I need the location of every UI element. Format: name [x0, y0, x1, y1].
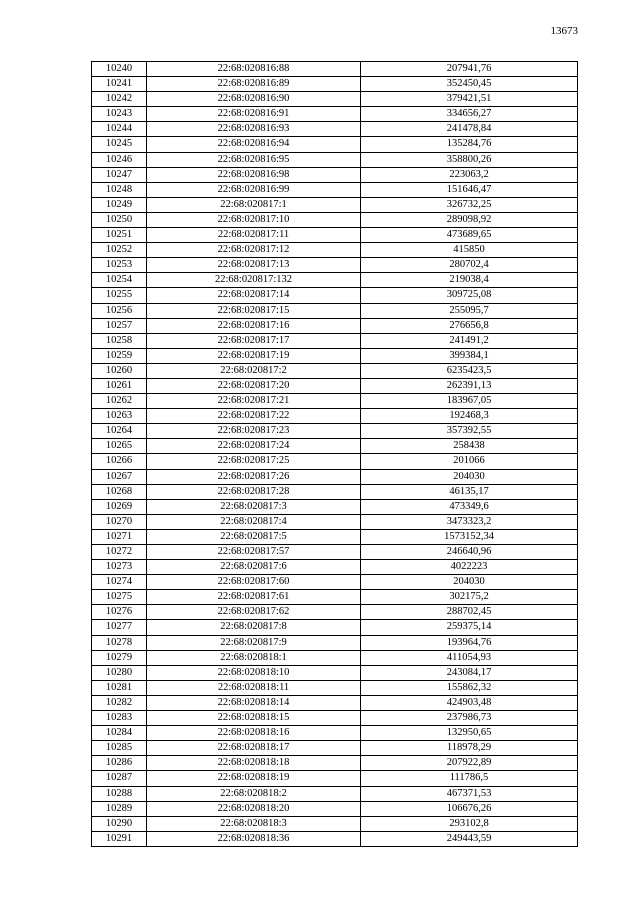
value-cell: 237986,73: [361, 711, 578, 726]
row-number-cell: 10248: [92, 182, 147, 197]
value-cell: 1573152,34: [361, 529, 578, 544]
value-cell: 193964,76: [361, 635, 578, 650]
table-row: [92, 122, 578, 137]
row-number-cell: 10282: [92, 695, 147, 710]
table-row: [92, 439, 578, 454]
cadastral-number-cell: 22:68:020817:60: [147, 575, 361, 590]
table-row: [92, 273, 578, 288]
table-row: [92, 92, 578, 107]
row-number-cell: 10284: [92, 726, 147, 741]
table-row: [92, 680, 578, 695]
page-number: 13673: [550, 25, 578, 37]
row-number-cell: 10285: [92, 741, 147, 756]
value-cell: 415850: [361, 243, 578, 258]
value-cell: 155862,32: [361, 680, 578, 695]
row-number-cell: 10251: [92, 228, 147, 243]
value-cell: 258438: [361, 439, 578, 454]
cadastral-number-cell: 22:68:020817:6: [147, 560, 361, 575]
row-number-cell: 10255: [92, 288, 147, 303]
value-cell: 262391,13: [361, 378, 578, 393]
cadastral-number-cell: 22:68:020818:20: [147, 801, 361, 816]
row-number-cell: 10274: [92, 575, 147, 590]
cadastral-number-cell: 22:68:020817:61: [147, 590, 361, 605]
cadastral-number-cell: 22:68:020818:16: [147, 726, 361, 741]
row-number-cell: 10269: [92, 499, 147, 514]
value-cell: 255095,7: [361, 303, 578, 318]
table-row: [92, 454, 578, 469]
row-number-cell: 10243: [92, 107, 147, 122]
row-number-cell: 10244: [92, 122, 147, 137]
cadastral-number-cell: 22:68:020818:1: [147, 650, 361, 665]
table-row: [92, 726, 578, 741]
cadastral-number-cell: 22:68:020816:98: [147, 167, 361, 182]
value-cell: 309725,08: [361, 288, 578, 303]
cadastral-number-cell: 22:68:020817:15: [147, 303, 361, 318]
table-row: [92, 212, 578, 227]
row-number-cell: 10264: [92, 424, 147, 439]
row-number-cell: 10246: [92, 152, 147, 167]
table-row: [92, 288, 578, 303]
cadastral-number-cell: 22:68:020817:21: [147, 394, 361, 409]
cadastral-number-cell: 22:68:020816:94: [147, 137, 361, 152]
table-row: [92, 499, 578, 514]
cadastral-number-cell: 22:68:020816:90: [147, 92, 361, 107]
cadastral-number-cell: 22:68:020818:3: [147, 816, 361, 831]
table-row: [92, 77, 578, 92]
table-row: [92, 816, 578, 831]
row-number-cell: 10249: [92, 197, 147, 212]
row-number-cell: 10250: [92, 212, 147, 227]
row-number-cell: 10253: [92, 258, 147, 273]
cadastral-number-cell: 22:68:020817:62: [147, 605, 361, 620]
row-number-cell: 10273: [92, 560, 147, 575]
cadastral-number-cell: 22:68:020817:28: [147, 484, 361, 499]
value-cell: 379421,51: [361, 92, 578, 107]
table-row: [92, 756, 578, 771]
table-row: [92, 228, 578, 243]
row-number-cell: 10262: [92, 394, 147, 409]
cadastral-number-cell: 22:68:020816:89: [147, 77, 361, 92]
value-cell: 241491,2: [361, 333, 578, 348]
row-number-cell: 10283: [92, 711, 147, 726]
value-cell: 424903,48: [361, 695, 578, 710]
row-number-cell: 10260: [92, 363, 147, 378]
cadastral-number-cell: 22:68:020817:26: [147, 469, 361, 484]
table-row: [92, 635, 578, 650]
table-row: [92, 424, 578, 439]
row-number-cell: 10281: [92, 680, 147, 695]
value-cell: 243084,17: [361, 665, 578, 680]
row-number-cell: 10261: [92, 378, 147, 393]
row-number-cell: 10258: [92, 333, 147, 348]
value-cell: 249443,59: [361, 831, 578, 846]
value-cell: 118978,29: [361, 741, 578, 756]
value-cell: 192468,3: [361, 409, 578, 424]
cadastral-number-cell: 22:68:020817:12: [147, 243, 361, 258]
value-cell: 326732,25: [361, 197, 578, 212]
value-cell: 183967,05: [361, 394, 578, 409]
value-cell: 106676,26: [361, 801, 578, 816]
value-cell: 223063,2: [361, 167, 578, 182]
value-cell: 132950,65: [361, 726, 578, 741]
table-row: [92, 831, 578, 846]
row-number-cell: 10245: [92, 137, 147, 152]
table-row: [92, 650, 578, 665]
cadastral-number-cell: 22:68:020817:11: [147, 228, 361, 243]
cadastral-number-cell: 22:68:020817:2: [147, 363, 361, 378]
table-row: [92, 620, 578, 635]
value-cell: 219038,4: [361, 273, 578, 288]
registry-table: [91, 61, 578, 847]
table-row: [92, 258, 578, 273]
row-number-cell: 10270: [92, 514, 147, 529]
table-row: [92, 333, 578, 348]
cadastral-number-cell: 22:68:020816:88: [147, 62, 361, 77]
row-number-cell: 10287: [92, 771, 147, 786]
value-cell: 246640,96: [361, 545, 578, 560]
value-cell: 207922,89: [361, 756, 578, 771]
cadastral-number-cell: 22:68:020818:17: [147, 741, 361, 756]
cadastral-number-cell: 22:68:020818:11: [147, 680, 361, 695]
table-row: [92, 469, 578, 484]
table-row: [92, 771, 578, 786]
row-number-cell: 10277: [92, 620, 147, 635]
row-number-cell: 10266: [92, 454, 147, 469]
value-cell: 111786,5: [361, 771, 578, 786]
value-cell: 352450,45: [361, 77, 578, 92]
row-number-cell: 10280: [92, 665, 147, 680]
cadastral-number-cell: 22:68:020817:20: [147, 378, 361, 393]
table-row: [92, 167, 578, 182]
row-number-cell: 10242: [92, 92, 147, 107]
cadastral-number-cell: 22:68:020817:9: [147, 635, 361, 650]
table-row: [92, 741, 578, 756]
row-number-cell: 10263: [92, 409, 147, 424]
table-row: [92, 545, 578, 560]
cadastral-number-cell: 22:68:020816:93: [147, 122, 361, 137]
table-row: [92, 348, 578, 363]
value-cell: 46135,17: [361, 484, 578, 499]
table-row: [92, 514, 578, 529]
table-row: [92, 575, 578, 590]
cadastral-number-cell: 22:68:020816:95: [147, 152, 361, 167]
cadastral-number-cell: 22:68:020817:14: [147, 288, 361, 303]
table-row: [92, 801, 578, 816]
cadastral-number-cell: 22:68:020817:24: [147, 439, 361, 454]
cadastral-number-cell: 22:68:020817:22: [147, 409, 361, 424]
value-cell: 4022223: [361, 560, 578, 575]
value-cell: 276656,8: [361, 318, 578, 333]
table-row: [92, 711, 578, 726]
table-row: [92, 560, 578, 575]
table-row: [92, 318, 578, 333]
cadastral-number-cell: 22:68:020817:16: [147, 318, 361, 333]
table-row: [92, 409, 578, 424]
cadastral-number-cell: 22:68:020818:15: [147, 711, 361, 726]
value-cell: 3473323,2: [361, 514, 578, 529]
cadastral-number-cell: 22:68:020817:3: [147, 499, 361, 514]
value-cell: 473689,65: [361, 228, 578, 243]
row-number-cell: 10254: [92, 273, 147, 288]
row-number-cell: 10252: [92, 243, 147, 258]
cadastral-number-cell: 22:68:020817:25: [147, 454, 361, 469]
value-cell: 334656,27: [361, 107, 578, 122]
row-number-cell: 10257: [92, 318, 147, 333]
row-number-cell: 10278: [92, 635, 147, 650]
row-number-cell: 10272: [92, 545, 147, 560]
cadastral-number-cell: 22:68:020817:4: [147, 514, 361, 529]
row-number-cell: 10286: [92, 756, 147, 771]
value-cell: 358800,26: [361, 152, 578, 167]
cadastral-number-cell: 22:68:020817:57: [147, 545, 361, 560]
row-number-cell: 10275: [92, 590, 147, 605]
cadastral-number-cell: 22:68:020817:17: [147, 333, 361, 348]
table-row: [92, 197, 578, 212]
cadastral-number-cell: 22:68:020817:132: [147, 273, 361, 288]
value-cell: 204030: [361, 469, 578, 484]
value-cell: 289098,92: [361, 212, 578, 227]
cadastral-number-cell: 22:68:020817:10: [147, 212, 361, 227]
value-cell: 259375,14: [361, 620, 578, 635]
value-cell: 201066: [361, 454, 578, 469]
cadastral-number-cell: 22:68:020818:18: [147, 756, 361, 771]
value-cell: 151646,47: [361, 182, 578, 197]
table-row: [92, 243, 578, 258]
row-number-cell: 10288: [92, 786, 147, 801]
row-number-cell: 10256: [92, 303, 147, 318]
value-cell: 241478,84: [361, 122, 578, 137]
row-number-cell: 10241: [92, 77, 147, 92]
cadastral-number-cell: 22:68:020817:19: [147, 348, 361, 363]
table-row: [92, 484, 578, 499]
value-cell: 293102,8: [361, 816, 578, 831]
row-number-cell: 10267: [92, 469, 147, 484]
cadastral-number-cell: 22:68:020817:23: [147, 424, 361, 439]
value-cell: 288702,45: [361, 605, 578, 620]
value-cell: 135284,76: [361, 137, 578, 152]
table-row: [92, 62, 578, 77]
cadastral-number-cell: 22:68:020818:10: [147, 665, 361, 680]
table-row: [92, 363, 578, 378]
row-number-cell: 10290: [92, 816, 147, 831]
value-cell: 473349,6: [361, 499, 578, 514]
table-row: [92, 529, 578, 544]
cadastral-number-cell: 22:68:020817:8: [147, 620, 361, 635]
value-cell: 467371,53: [361, 786, 578, 801]
cadastral-number-cell: 22:68:020816:91: [147, 107, 361, 122]
cadastral-number-cell: 22:68:020818:14: [147, 695, 361, 710]
row-number-cell: 10240: [92, 62, 147, 77]
row-number-cell: 10259: [92, 348, 147, 363]
table-row: [92, 182, 578, 197]
cadastral-number-cell: 22:68:020818:36: [147, 831, 361, 846]
value-cell: 207941,76: [361, 62, 578, 77]
cadastral-number-cell: 22:68:020817:1: [147, 197, 361, 212]
cadastral-number-cell: 22:68:020817:5: [147, 529, 361, 544]
row-number-cell: 10247: [92, 167, 147, 182]
row-number-cell: 10279: [92, 650, 147, 665]
cadastral-number-cell: 22:68:020818:19: [147, 771, 361, 786]
table-row: [92, 394, 578, 409]
table-row: [92, 303, 578, 318]
value-cell: 357392,55: [361, 424, 578, 439]
value-cell: 280702,4: [361, 258, 578, 273]
row-number-cell: 10265: [92, 439, 147, 454]
row-number-cell: 10276: [92, 605, 147, 620]
value-cell: 204030: [361, 575, 578, 590]
table-row: [92, 137, 578, 152]
cadastral-number-cell: 22:68:020818:2: [147, 786, 361, 801]
table-row: [92, 665, 578, 680]
row-number-cell: 10291: [92, 831, 147, 846]
table-row: [92, 590, 578, 605]
cadastral-number-cell: 22:68:020816:99: [147, 182, 361, 197]
value-cell: 6235423,5: [361, 363, 578, 378]
table-row: [92, 107, 578, 122]
table-row: [92, 695, 578, 710]
cadastral-number-cell: 22:68:020817:13: [147, 258, 361, 273]
value-cell: 399384,1: [361, 348, 578, 363]
value-cell: 302175,2: [361, 590, 578, 605]
table-row: [92, 605, 578, 620]
row-number-cell: 10268: [92, 484, 147, 499]
row-number-cell: 10271: [92, 529, 147, 544]
table-row: [92, 378, 578, 393]
registry-table-body: [92, 62, 578, 847]
table-row: [92, 152, 578, 167]
table-row: [92, 786, 578, 801]
value-cell: 411054,93: [361, 650, 578, 665]
row-number-cell: 10289: [92, 801, 147, 816]
